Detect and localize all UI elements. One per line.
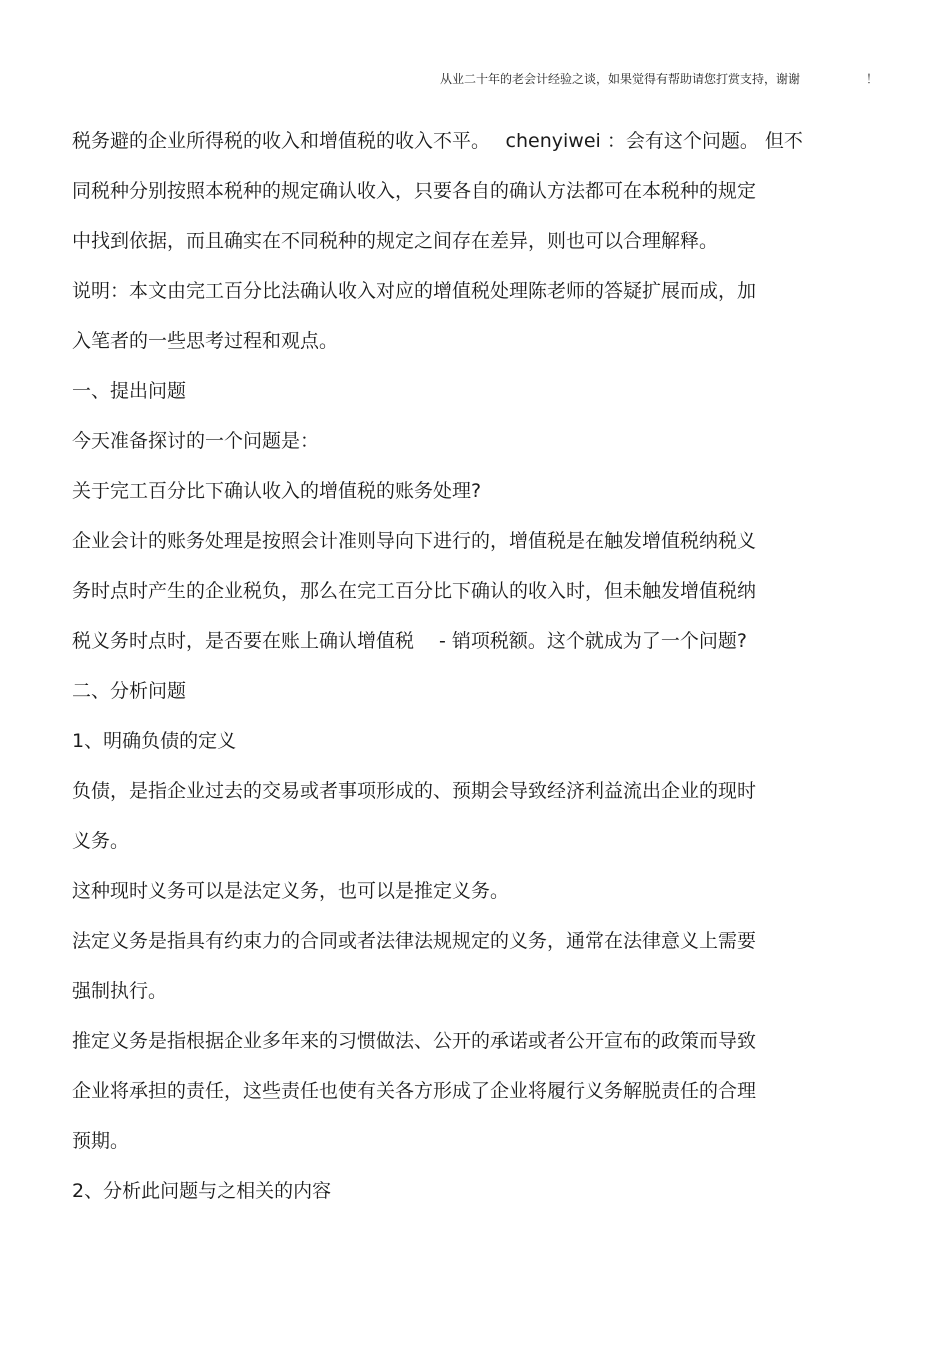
subsection-heading: 2、分析此问题与之相关的内容 (72, 1180, 332, 1202)
text-line: 税务避的企业所得税的收入和增值税的收入不平。 chenyiwei ：会有这个问题。 但不 (72, 130, 803, 152)
text-line: 法定义务是指具有约束力的合同或者法律法规规定的义务，通常在法律意义上需要 (72, 930, 757, 952)
section-heading: 二、分析问题 (72, 680, 187, 702)
text-line: 企业将承担的责任，这些责任也使有关各方形成了企业将履行义务解脱责任的合理 (72, 1080, 757, 1102)
text-line: 关于完工百分比下确认收入的增值税的账务处理? (72, 480, 482, 502)
text-line: 税义务时点时，是否要在账上确认增值税 - 销项税额。这个就成为了一个问题? (72, 630, 748, 652)
text-line: 说明：本文由完工百分比法确认收入对应的增值税处理陈老师的答疑扩展而成，加 (72, 280, 757, 302)
text-line: 入笔者的一些思考过程和观点。 (72, 330, 339, 352)
text-line: 负债，是指企业过去的交易或者事项形成的、预期会导致经济利益流出企业的现时 (72, 780, 757, 802)
text-line: 同税种分别按照本税种的规定确认收入，只要各自的确认方法都可在本税种的规定 (72, 180, 757, 202)
text-line: 推定义务是指根据企业多年来的习惯做法、公开的承诺或者公开宣布的政策而导致 (72, 1030, 757, 1052)
header-mark: ！ (865, 72, 878, 86)
text-line: 务时点时产生的企业税负，那么在完工百分比下确认的收入时，但未触发增值税纳 (72, 580, 757, 602)
header-text: 从业二十年的老会计经验之谈，如果觉得有帮助请您打赏支持，谢谢 (440, 72, 801, 86)
section-heading: 一、提出问题 (72, 380, 187, 402)
page-header (440, 70, 878, 87)
text-line: 企业会计的账务处理是按照会计准则导向下进行的，增值税是在触发增值税纳税义 (72, 530, 757, 552)
subsection-heading: 1、明确负债的定义 (72, 730, 237, 752)
text-line: 中找到依据，而且确实在不同税种的规定之间存在差异，则也可以合理解释。 (72, 230, 719, 252)
text-line: 这种现时义务可以是法定义务，也可以是推定义务。 (72, 880, 510, 902)
text-line: 强制执行。 (72, 980, 168, 1002)
text-line: 预期。 (72, 1130, 130, 1152)
text-line: 今天准备探讨的一个问题是： (72, 430, 320, 452)
text-line: 义务。 (72, 830, 130, 852)
document-body (72, 124, 882, 1224)
